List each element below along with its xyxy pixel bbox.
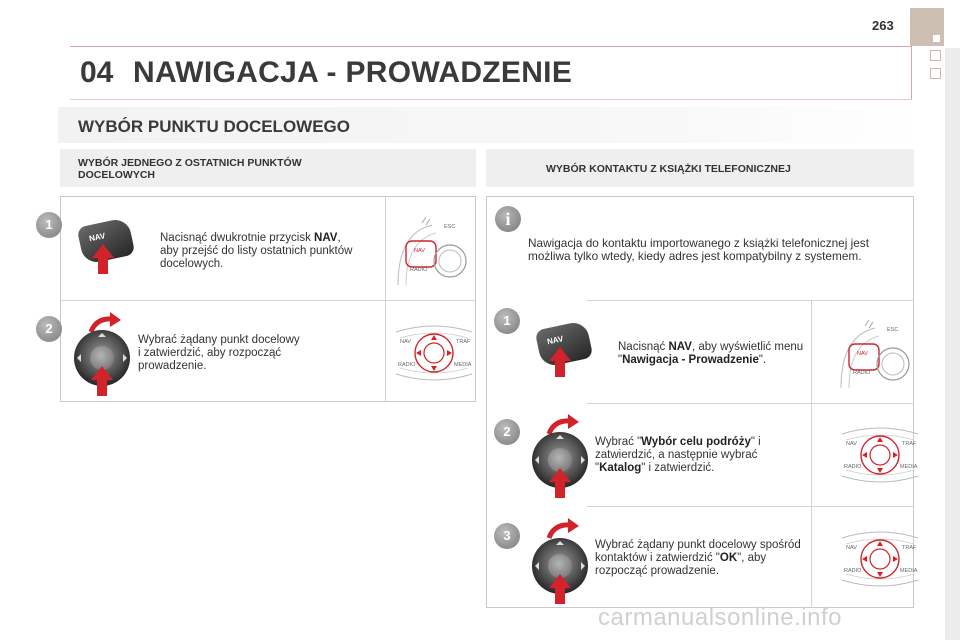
left-column-heading	[60, 149, 476, 187]
info-line: Nawigacja do kontaktu importowanego z książki telefonicznej jest	[528, 236, 869, 250]
description-line: kontaktów i zatwierdzić "OK", aby	[595, 552, 767, 564]
side-box-icon	[930, 50, 941, 61]
step-description	[595, 539, 801, 578]
description-line: prowadzenie.	[138, 360, 207, 372]
panel-label: TRAF	[902, 545, 917, 551]
control-panel-thumbnail	[838, 420, 922, 490]
watermark: carmanualsonline.info	[598, 604, 842, 631]
rotate-arrow-icon	[546, 518, 580, 540]
control-panel-thumbnail	[838, 524, 922, 594]
row-divider	[811, 301, 812, 403]
panel-label: RADIO	[398, 362, 416, 368]
info-icon: i	[495, 206, 521, 232]
control-panel-thumbnail	[392, 318, 476, 388]
press-arrow-icon	[92, 244, 114, 274]
row-divider	[385, 197, 386, 300]
step-number-badge: 3	[494, 523, 520, 549]
info-line: możliwa tylko wtedy, kiedy adres jest kompatybilny z systemem.	[528, 249, 862, 263]
panel-label: ESC	[887, 327, 899, 333]
section-title: WYBÓR PUNKTU DOCELOWEGO	[78, 117, 350, 136]
side-box-icon	[930, 68, 941, 79]
nav-button-label: NAV	[546, 334, 565, 347]
panel-label: RADIO	[853, 370, 871, 376]
panel-label: NAV	[857, 351, 868, 357]
panel-label: RADIO	[410, 267, 428, 273]
corner-tab	[910, 8, 944, 46]
description-line: Nacisnąć dwukrotnie przycisk NAV,	[160, 232, 341, 244]
step-number-badge: 1	[36, 212, 62, 238]
step-description	[595, 436, 761, 475]
panel-label: TRAF	[456, 339, 471, 345]
panel-label: MEDIA	[454, 362, 472, 368]
description-line: rozpocząć prowadzenie.	[595, 565, 720, 577]
step-number-badge: 2	[36, 316, 62, 342]
side-strip	[945, 48, 960, 640]
step-description	[160, 232, 352, 271]
page-number: 263	[872, 18, 894, 33]
control-panel-thumbnail	[835, 318, 919, 388]
nav-button-label: NAV	[88, 231, 107, 244]
description-line: Wybrać "Wybór celu podróży" i	[595, 436, 761, 448]
panel-label: ESC	[444, 224, 456, 230]
left-heading-line: DOCELOWYCH	[78, 169, 155, 181]
chapter-title: NAWIGACJA - PROWADZENIE	[133, 56, 573, 89]
step-description	[138, 334, 300, 373]
panel-label: RADIO	[844, 464, 862, 470]
description-line: "Nawigacja - Prowadzenie".	[618, 354, 767, 366]
row-divider	[811, 507, 812, 608]
panel-label: NAV	[400, 339, 411, 345]
right-column-heading: WYBÓR KONTAKTU Z KSIĄŻKI TELEFONICZNEJ	[486, 149, 914, 187]
step-number-badge: 2	[494, 419, 520, 445]
panel-label: NAV	[846, 545, 857, 551]
panel-label: NAV	[846, 441, 857, 447]
description-line: Nacisnąć NAV, aby wyświetlić menu	[618, 341, 804, 353]
description-line: i zatwierdzić, aby rozpocząć	[138, 347, 282, 359]
description-line: zatwierdzić, a następnie wybrać	[595, 449, 758, 461]
info-note	[528, 237, 869, 263]
step-description	[618, 341, 803, 367]
press-arrow-icon	[549, 347, 571, 377]
press-arrow-icon	[549, 468, 571, 498]
chapter-number: 04	[80, 56, 114, 89]
panel-label: NAV	[414, 248, 425, 254]
description-line: Wybrać żądany punkt docelowy	[138, 334, 300, 346]
panel-label: MEDIA	[900, 464, 918, 470]
panel-label: MEDIA	[900, 568, 918, 574]
row-divider	[385, 301, 386, 402]
row-divider	[811, 404, 812, 506]
press-arrow-icon	[91, 366, 113, 396]
control-panel-thumbnail	[392, 215, 476, 285]
left-heading-line: WYBÓR JEDNEGO Z OSTATNICH PUNKTÓW	[78, 157, 302, 169]
description-line: aby przejść do listy ostatnich punktów	[160, 245, 353, 257]
description-line: "Katalog" i zatwierdzić.	[595, 462, 715, 474]
panel-label: TRAF	[902, 441, 917, 447]
panel-label: RADIO	[844, 568, 862, 574]
press-arrow-icon	[549, 574, 571, 604]
step-number-badge: 1	[494, 308, 520, 334]
description-line: docelowych.	[160, 258, 224, 270]
description-line: Wybrać żądany punkt docelowy spośród	[595, 539, 801, 551]
